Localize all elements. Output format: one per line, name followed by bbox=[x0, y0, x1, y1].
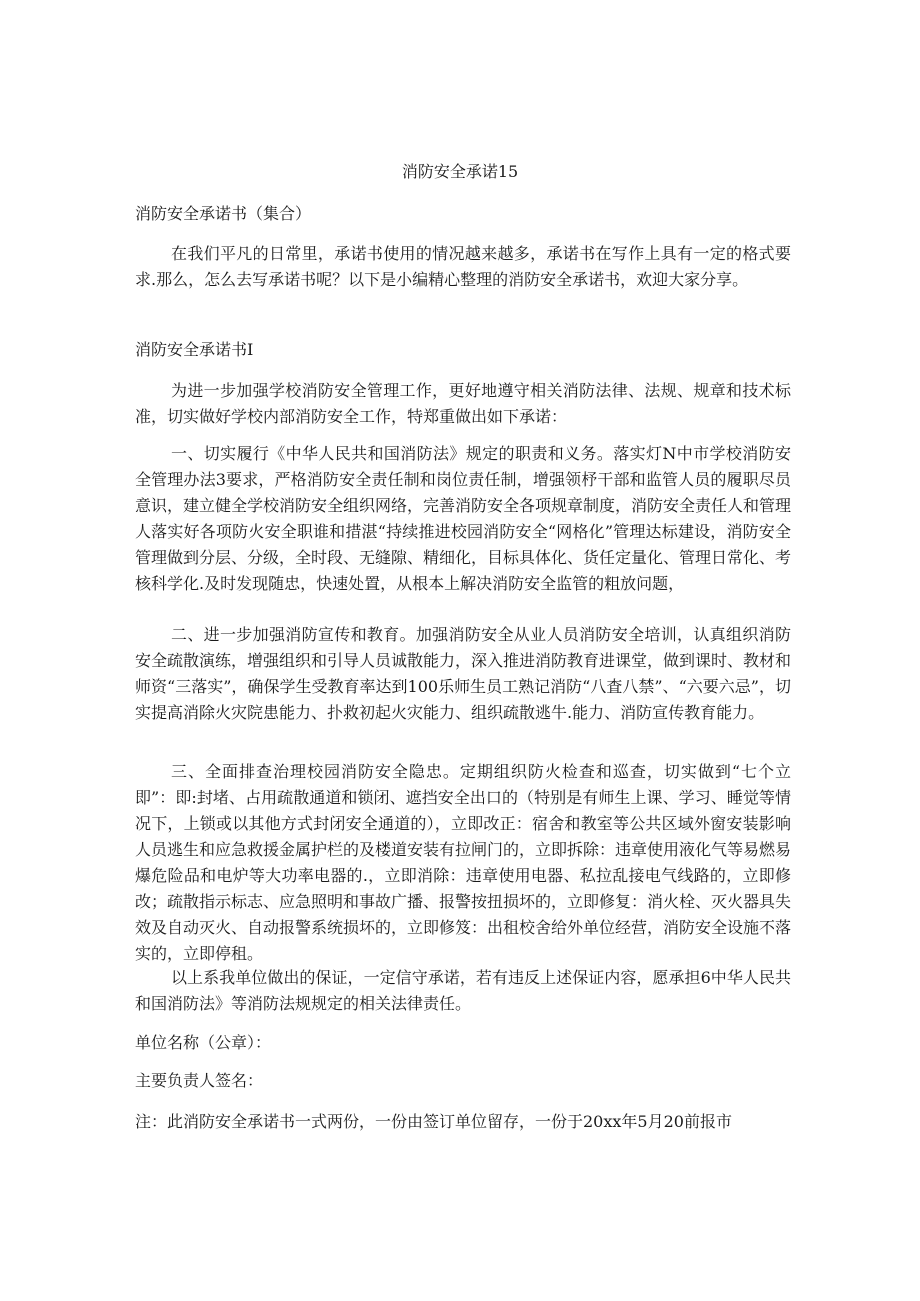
closing-paragraph: 以上系我单位做出的保证，一定信守承诺，若有违反上述保证内容，愿承担6中华人民共和国消防法》等消防法规规定的相关法律责任。 bbox=[135, 968, 791, 1013]
document-subtitle: 消防安全承诺书（集合） bbox=[135, 204, 312, 223]
commitment-item-3: 三、全面排查治理校园消防安全隐忠。定期组织防火检查和巡查，切实做到“七个立即”：即:封堵、占用疏散通道和锁闭、遮挡安全出口的（特别是有师生上课、学习、睡觉等情况下，上锁或以其他方式封闭安全通道的），立即改正：宿舍和教室等公共区域外窗安装影响人员逃生和应急救援金属护栏的及楼道安装有拉闸门的，立即拆除：违章使用液化气等易燃易爆危险品和电炉等大功率电器的.，立即消除：违章使用电器、私拉乱接电气线路的，立即修改；疏散指示标志、应急照明和事故广播、报警按扭损坏的，立即修复：消火栓、灭火器具失效及自动灭火、自动报警系统损坏的，立即修笈：出租校舍给外单位经营，消防安全设施不落实的，立即停租。 bbox=[135, 762, 792, 963]
commitment-item-1: 一、切实履行《中华人民共和国消防法》规定的职责和义务。落实灯N中市学校消防安全管理办法3要求，严格消防安全责任制和岗位责任制，增强领杼干部和监管人员的履职尽员意识，建立健全学校消防安全组织网络，完善消防安全各项规章制度，消防安全责任人和管理人落实好各项防火安全职谁和措湛“持续推进校园消防安全“网格化”管理达标建设，消防安全管理做到分层、分级，全时段、无缝隙、精细化，目标具体化、货任定量化、管理日常化、考核科学化.及时发现随忠，快速处置，从根本上解决消防安全监管的粗放问题， bbox=[135, 444, 792, 593]
commitment-item-2: 二、进一步加强消防宣传和教育。加强消防安全从业人员消防安全培训，认真组织消防安全疏散演练，增强组织和引导人员诚散能力，深入推进消防教育进课堂，做到课时、教材和师资“三落实”，确保学生受教育率达到100乐师生员工熟记消防“八査八禁”、“六要六忌”，切实提高消除火灾院患能力、扑救初起火灾能力、组织疏散逃牛.能力、消防宣传教育能力。 bbox=[135, 625, 792, 722]
section-heading: 消防安全承诺书I bbox=[135, 340, 254, 359]
principal-signature-field: 主要负责人签名： bbox=[135, 1071, 264, 1090]
unit-name-field: 单位名称（公章）： bbox=[135, 1033, 272, 1052]
intro-paragraph: 在我们平凡的日常里，承诺书使用的情况越来越多，承诺书在写作上具有一定的格式要求.那么，怎么去写承诺书呢？以下是小编精心整理的消防安全承诺书，欢迎大家分享。 bbox=[135, 244, 791, 289]
preamble-paragraph: 为进一步加强学校消防安全管理工作，更好地遵守相关消防法律、法规、规章和技术标准，切实做好学校内部消防安全工作，特郑重做出如下承诺： bbox=[135, 381, 791, 426]
document-title: 消防安全承诺15 bbox=[401, 162, 519, 181]
note-text: 注：此消防安全承诺书一式两份，一份由签订单位留存，一份于20xx年5月20前报市 bbox=[135, 1112, 732, 1131]
